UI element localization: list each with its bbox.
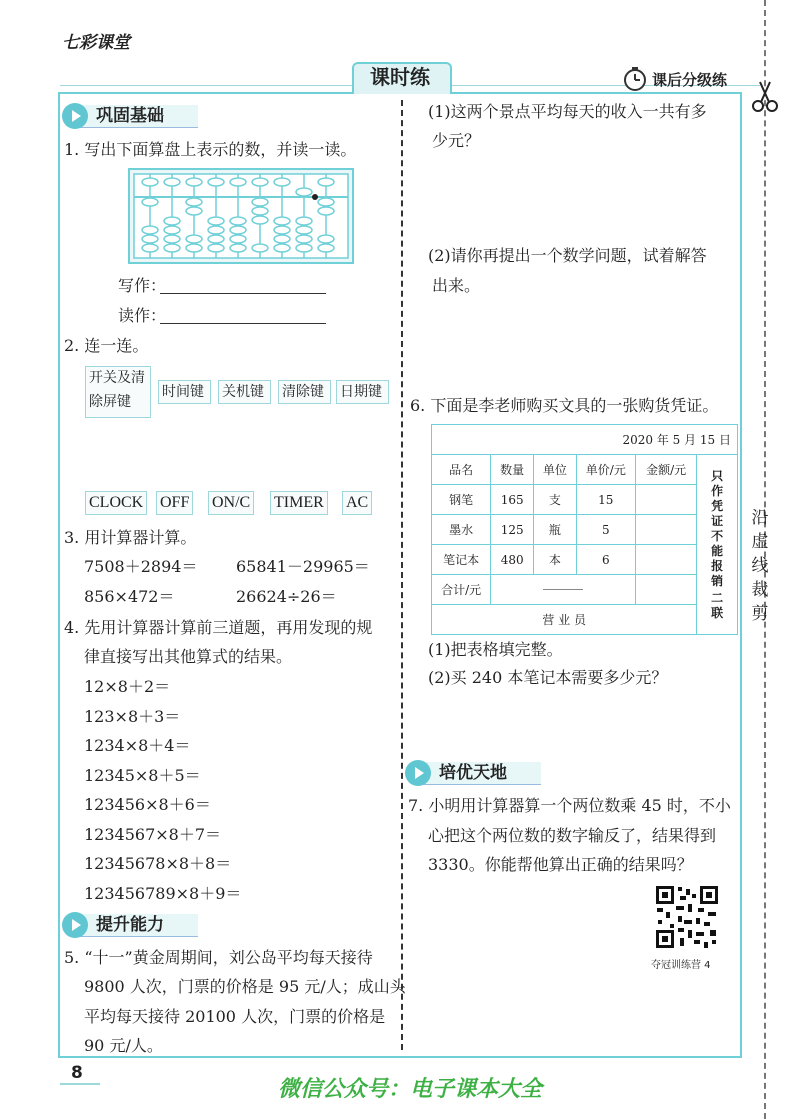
section-improve: 提升能力 (62, 912, 198, 938)
cut-note: 沿虚线裁剪 (751, 508, 769, 624)
q4-expr: 1234×8＋4＝ (84, 736, 191, 755)
play-icon (405, 760, 431, 786)
row-price: 15 (576, 485, 635, 515)
row-qty: 165 (491, 485, 534, 515)
q2-text: 2. 连一连。 (64, 336, 149, 355)
write-label: 写作： (118, 276, 167, 295)
row-qty: 480 (491, 545, 534, 575)
total-label: 合计/元 (432, 575, 491, 605)
play-icon (62, 912, 88, 938)
q7-line-1: 7. 小明用计算器算一个两位数乘 45 时，不小 (408, 796, 731, 815)
row-unit: 瓶 (533, 515, 576, 545)
q6-sub2: (2)买 240 本笔记本需要多少元？ (428, 668, 668, 687)
page-number: 8 (71, 1063, 83, 1083)
key-label-date[interactable]: 日期键 (336, 380, 389, 404)
q4-expr: 12×8＋2＝ (84, 677, 171, 696)
amount-input-cell[interactable] (635, 515, 696, 545)
key-label-power-clear[interactable]: 开关及清 除屏键 (85, 366, 151, 418)
q3-expr-1: 7508＋2894＝ (84, 557, 198, 576)
q7-line-2: 心把这个两位数的数字输反了，结果得到 (428, 826, 717, 845)
q1-text: 1. 写出下面算盘上表示的数，并读一读。 (64, 140, 357, 159)
wechat-watermark: 微信公众号：电子课本大全 (278, 1077, 543, 1102)
total-amount-cell[interactable] (635, 575, 696, 605)
key-label-off[interactable]: 关机键 (218, 380, 271, 404)
clock-icon (622, 66, 648, 96)
q4-expr: 123×8＋3＝ (84, 707, 181, 726)
abacus (128, 168, 354, 268)
header-cell: 品名 (432, 455, 491, 485)
row-item: 笔记本 (432, 545, 491, 575)
row-qty: 125 (491, 515, 534, 545)
total-input-cell[interactable] (491, 575, 636, 605)
key-timer[interactable]: TIMER (270, 491, 328, 515)
q4-line-1: 4. 先用计算器计算前三道题，再用发现的规 (64, 618, 373, 637)
q4-expr: 123456789×8＋9＝ (84, 884, 242, 903)
play-icon (62, 103, 88, 129)
q3-expr-3: 856×472＝ (84, 587, 175, 606)
salesperson-label: 营 业 员 (432, 605, 697, 635)
q5-line-4: 90 元/人。 (84, 1036, 163, 1055)
q5-sub1-line-2: 少元？ (432, 131, 481, 150)
brand-logo: 七彩课堂 (62, 33, 130, 53)
key-label-clear[interactable]: 清除键 (278, 380, 331, 404)
q5-line-3: 平均每天接待 20100 人次，门票的价格是 (84, 1007, 386, 1026)
qr-code-icon[interactable] (654, 884, 720, 954)
header-cell: 单位 (533, 455, 576, 485)
column-divider (401, 100, 403, 1050)
row-item: 钢笔 (432, 485, 491, 515)
q4-expr: 12345×8＋5＝ (84, 766, 201, 785)
q6-text: 6. 下面是李老师购买文具的一张购货凭证。 (410, 396, 719, 415)
scissors-icon (750, 80, 780, 118)
write-answer-line[interactable] (160, 293, 326, 294)
q5-line-2: 9800 人次，门票的价格是 95 元/人；成山头 (84, 977, 406, 996)
row-item: 墨水 (432, 515, 491, 545)
q4-expr: 123456×8＋6＝ (84, 795, 211, 814)
receipt-date: 2020 年 5 月 15 日 (432, 425, 738, 455)
q3-text: 3. 用计算器计算。 (64, 528, 197, 547)
key-ac[interactable]: AC (342, 491, 372, 515)
q5-sub2-line-2: 出来。 (432, 276, 481, 295)
side-note-cell: 只作凭证不能报销 二联 (697, 455, 738, 635)
q5-sub2-line-1: (2)请你再提出一个数学问题，试着解答 (428, 246, 707, 265)
q6-sub1: (1)把表格填完整。 (428, 640, 563, 659)
row-price: 5 (576, 515, 635, 545)
qr-caption: 夺冠训练营 4 (651, 960, 711, 971)
header-cell: 数量 (491, 455, 534, 485)
q3-expr-2: 65841－29965＝ (236, 557, 370, 576)
q3-expr-4: 26624÷26＝ (236, 587, 337, 606)
row-unit: 本 (533, 545, 576, 575)
header-right-label: 课后分级练 (652, 71, 728, 89)
amount-input-cell[interactable] (635, 485, 696, 515)
q4-expr: 1234567×8＋7＝ (84, 825, 222, 844)
amount-input-cell[interactable] (635, 545, 696, 575)
row-unit: 支 (533, 485, 576, 515)
q4-expr: 12345678×8＋8＝ (84, 854, 232, 873)
row-price: 6 (576, 545, 635, 575)
section-basic: 巩固基础 (62, 103, 198, 129)
q4-line-2: 律直接写出其他算式的结果。 (84, 647, 293, 666)
read-label: 读作： (118, 306, 167, 325)
header-cell: 金额/元 (635, 455, 696, 485)
key-label-time[interactable]: 时间键 (158, 380, 211, 404)
section-advanced: 培优天地 (405, 760, 541, 786)
key-on-c[interactable]: ON/C (208, 491, 254, 515)
read-answer-line[interactable] (160, 323, 326, 324)
q5-line-1: 5. “十一”黄金周期间，刘公岛平均每天接待 (64, 948, 373, 967)
page-number-underline (60, 1083, 100, 1085)
header-cell: 单价/元 (576, 455, 635, 485)
receipt-table (431, 424, 738, 635)
page-title: 课时练 (370, 65, 430, 89)
q5-sub1-line-1: (1)这两个景点平均每天的收入一共有多 (428, 102, 707, 121)
q7-line-3: 3330。你能帮他算出正确的结果吗？ (428, 855, 693, 874)
key-off[interactable]: OFF (156, 491, 193, 515)
key-clock[interactable]: CLOCK (85, 491, 147, 515)
